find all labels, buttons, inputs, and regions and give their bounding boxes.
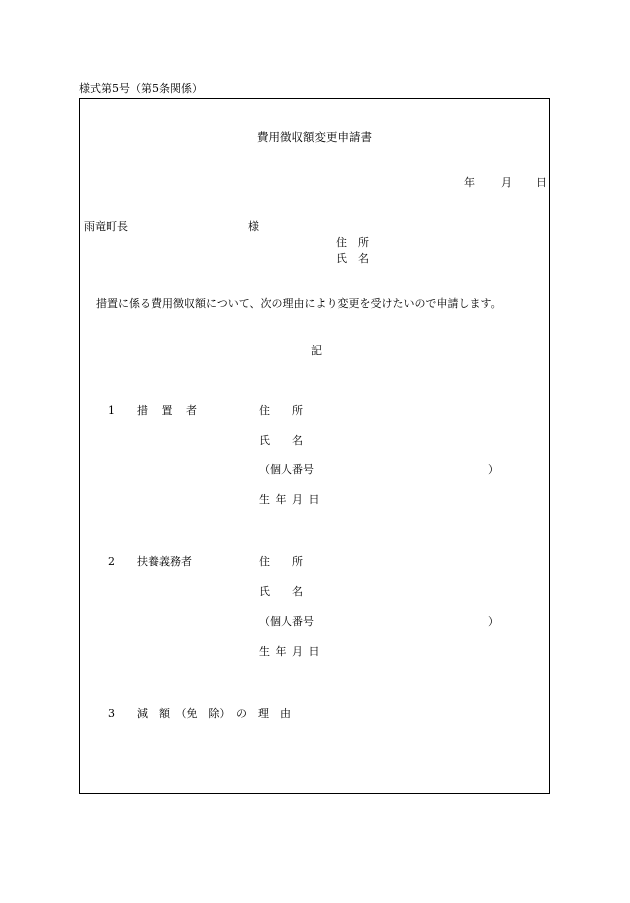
section-1-address-label: 住 所 — [259, 404, 303, 417]
date-year: 年 — [464, 176, 475, 189]
ki-heading: 記 — [311, 344, 322, 357]
date-day: 日 — [536, 176, 547, 189]
section-3-number: 3 — [108, 707, 115, 720]
addressee-honorific: 様 — [248, 220, 259, 233]
application-form-frame — [79, 98, 550, 794]
section-2-personal-number-label: （個人番号 — [259, 615, 314, 628]
date-month: 月 — [501, 176, 512, 189]
statement-text: 措置に係る費用徴収額について、次の理由により変更を受けたいので申請します。 — [96, 297, 502, 310]
addressee-name: 雨竜町長 — [84, 220, 128, 233]
section-1-number: 1 — [108, 404, 115, 417]
section-1-birthdate-label: 生 年 月 日 — [259, 493, 321, 506]
section-2-personal-number-close: ） — [488, 615, 499, 628]
section-2-name-label: 氏 名 — [259, 585, 303, 598]
section-2-address-label: 住 所 — [259, 555, 303, 568]
section-3-label: 減 額 （免 除） の 理 由 — [137, 707, 291, 720]
applicant-address-label: 住 所 — [336, 236, 369, 249]
section-2-birthdate-label: 生 年 月 日 — [259, 645, 321, 658]
section-1-personal-number-label: （個人番号 — [259, 463, 314, 476]
section-1-personal-number-close: ） — [488, 463, 499, 476]
section-1-name-label: 氏 名 — [259, 434, 303, 447]
section-2-number: 2 — [108, 555, 115, 568]
section-2-label: 扶養義務者 — [137, 555, 192, 568]
form-title: 費用徴収額変更申請書 — [257, 130, 372, 144]
form-number: 様式第5号（第5条関係） — [79, 82, 203, 95]
applicant-name-label: 氏 名 — [336, 252, 369, 265]
section-1-label: 措 置 者 — [137, 404, 202, 417]
